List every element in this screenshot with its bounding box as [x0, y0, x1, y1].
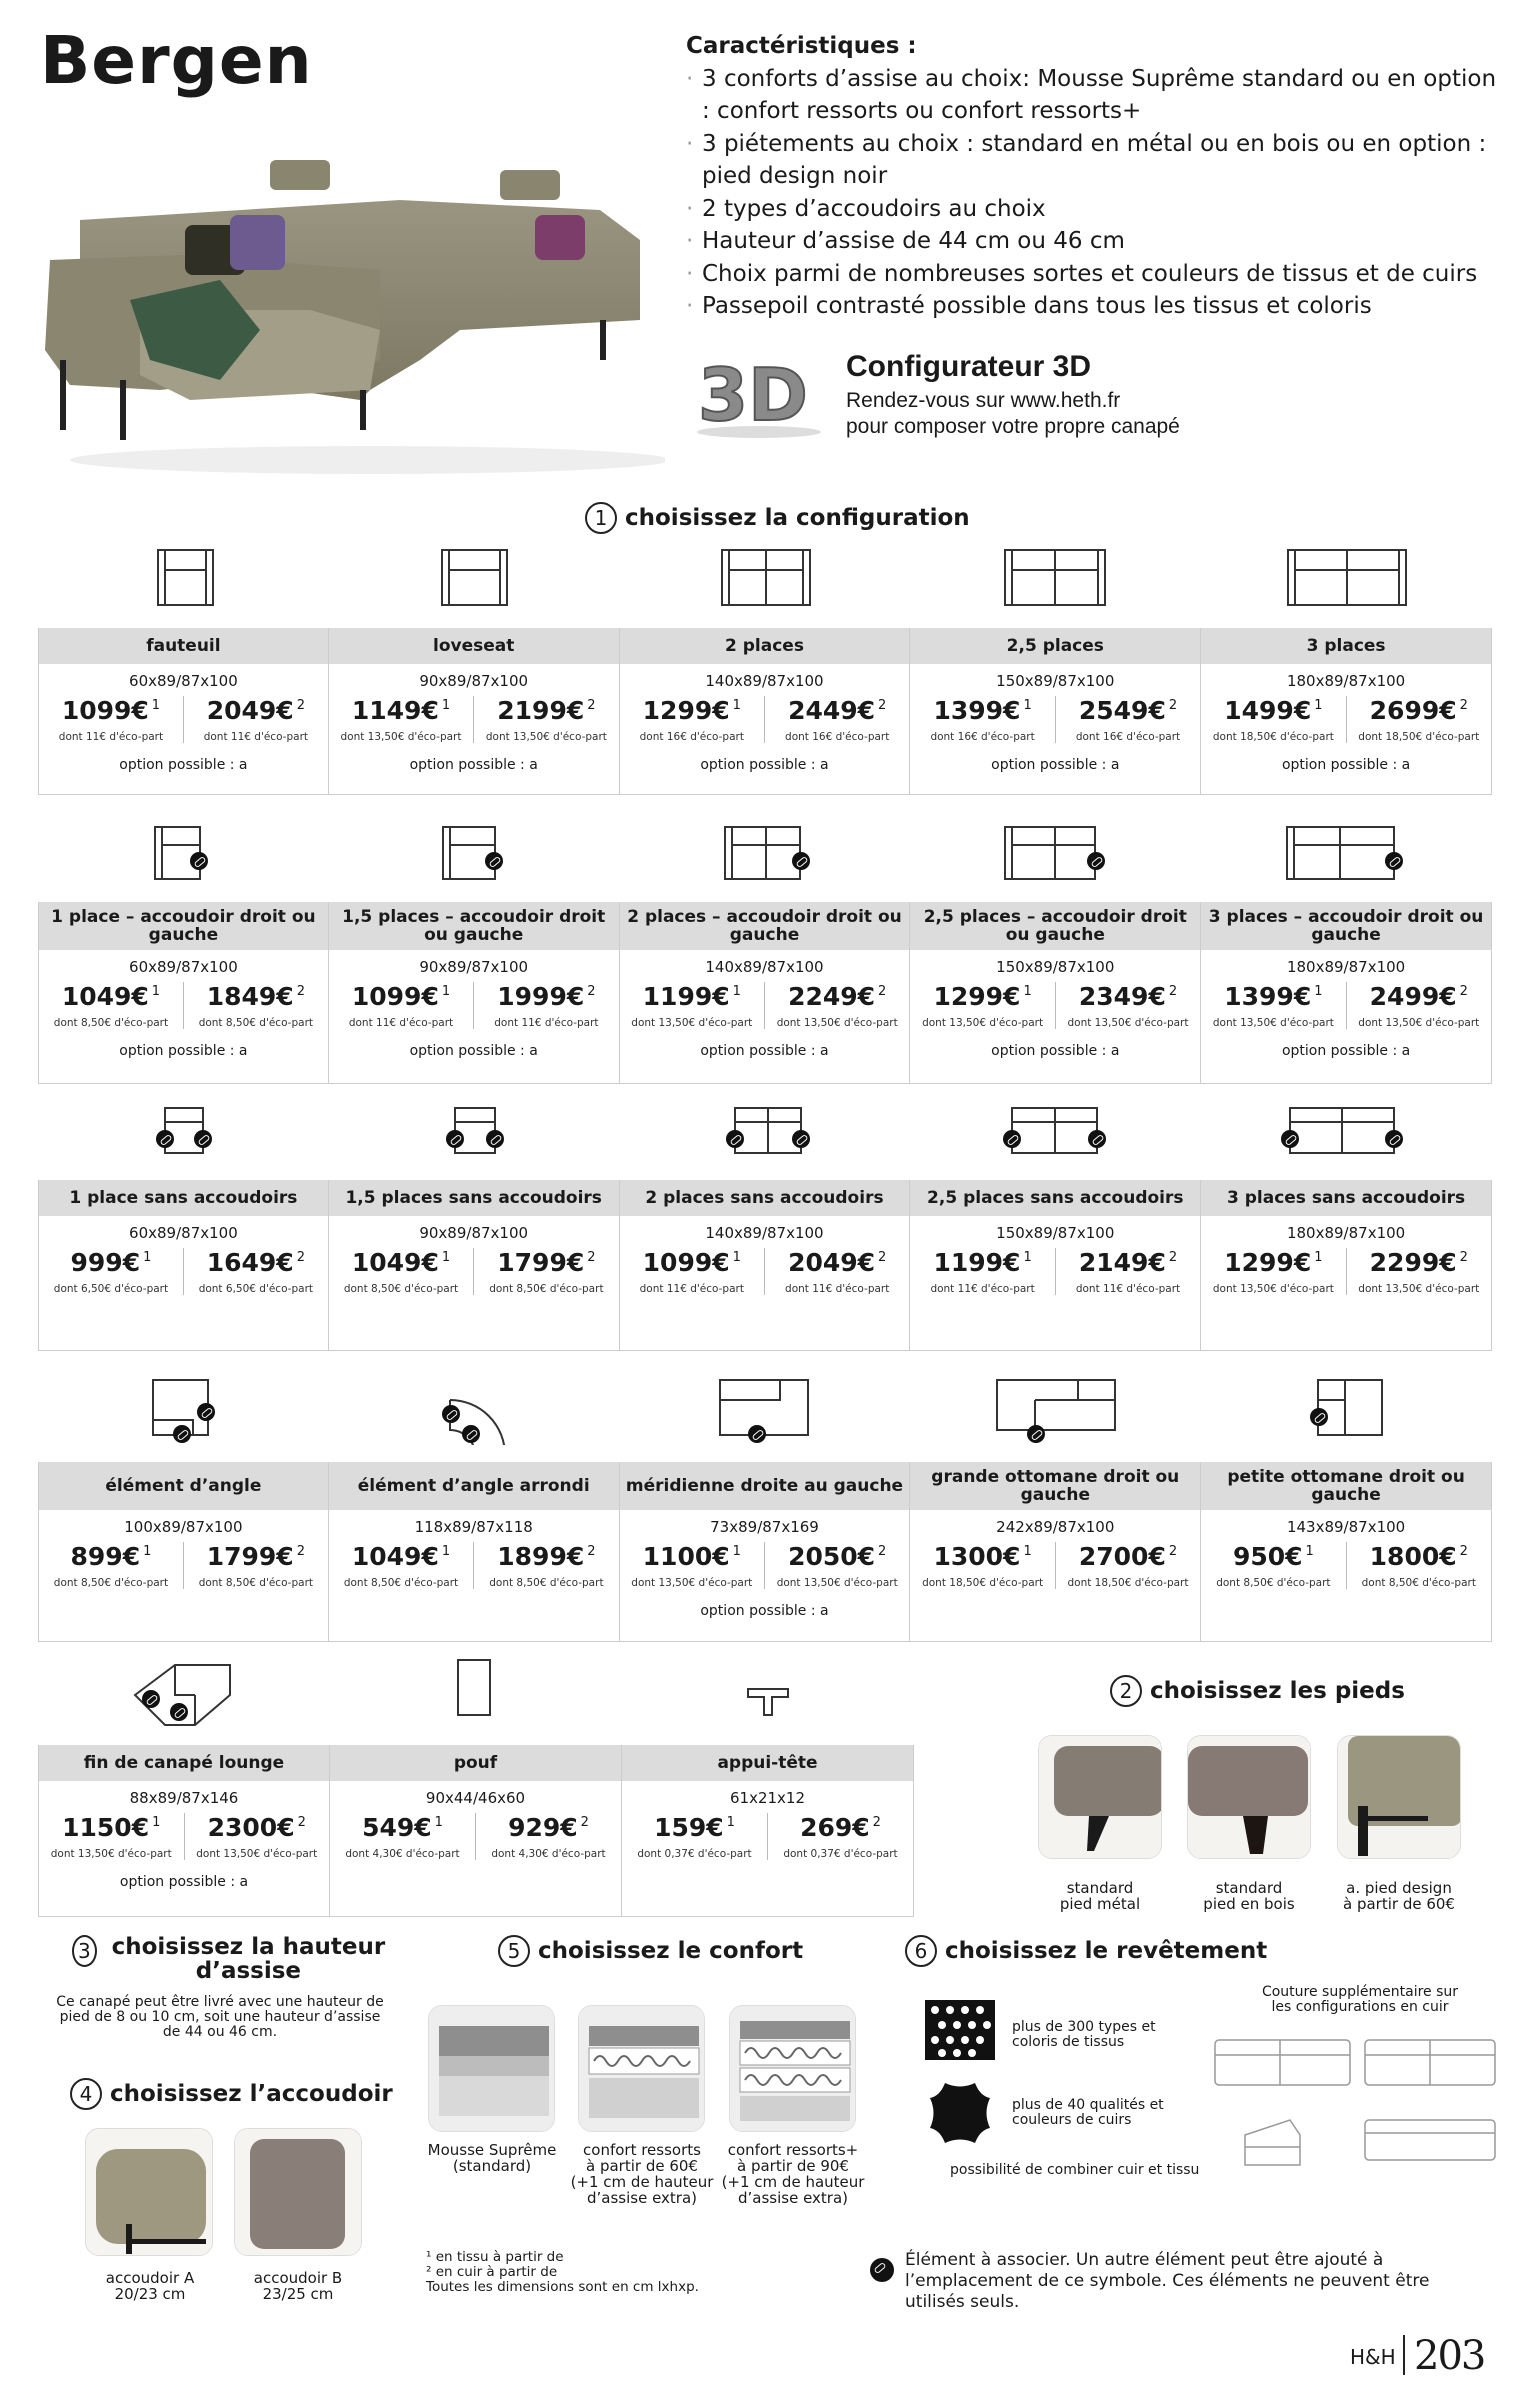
comfort-foam-caption: Mousse Suprême (standard) — [427, 2141, 557, 2175]
product-cell — [620, 902, 911, 1084]
product-name: élément d’angle arrondi — [329, 1462, 619, 1510]
step-4-heading — [70, 2078, 393, 2110]
eco-part-fabric: dont 16€ d'éco-part — [930, 731, 1035, 743]
product-cell — [910, 628, 1201, 795]
eco-part-leather: dont 16€ d'éco-part — [1075, 731, 1181, 743]
price-leather: 2499€ $^2$ — [1369, 982, 1468, 1011]
step-3-heading — [72, 1935, 392, 1983]
product-dimensions: 90x89/87x100 — [419, 958, 529, 976]
configurator-title: Configurateur 3D — [846, 350, 1092, 383]
product-name: fauteuil — [39, 628, 328, 664]
link-icon — [1385, 1130, 1403, 1148]
link-icon — [1310, 1408, 1328, 1426]
row3-icons — [0, 1103, 1525, 1155]
product-cell — [1201, 628, 1492, 795]
eco-part-leather: dont 8,50€ d'éco-part — [489, 1283, 604, 1295]
product-dimensions: 180x89/87x100 — [1286, 958, 1406, 976]
eco-part-fabric: dont 6,50€ d'éco-part — [53, 1283, 169, 1295]
product-cell — [38, 902, 329, 1084]
product-name: 1 place sans accoudoirs — [39, 1180, 328, 1216]
link-icon — [485, 852, 503, 870]
step-number: 4 — [70, 2078, 102, 2110]
price-row — [1201, 696, 1491, 743]
step-2-heading — [1110, 1675, 1405, 1707]
eco-part-leather: dont 6,50€ d'éco-part — [198, 1283, 314, 1295]
price-row — [1201, 1248, 1491, 1295]
product-name: 2,5 places — [910, 628, 1200, 664]
fauteuil-icon — [158, 550, 213, 605]
armrest-b-photo — [234, 2128, 362, 2256]
price-fabric: 950€ $^1$ — [1232, 1542, 1314, 1571]
eco-part-leather: dont 8,50€ d'éco-part — [1361, 1577, 1476, 1589]
price-row — [622, 1813, 913, 1860]
row2-table — [38, 902, 1492, 1084]
stitch-drawings — [1210, 2025, 1500, 2175]
price-row — [620, 696, 910, 743]
comfort-springs-caption: confort ressorts à partir de 60€ (+1 cm de hauteur d’assise extra) — [570, 2141, 714, 2207]
product-name: 2,5 places – accoudoir droit ou gauche — [910, 902, 1200, 950]
product-dimensions: 100x89/87x100 — [124, 1518, 243, 1536]
price-leather: 1799€ $^2$ — [497, 1248, 596, 1277]
price-row — [620, 1248, 910, 1295]
link-icon — [170, 1703, 188, 1721]
price-leather: 2349€ $^2$ — [1078, 982, 1178, 1011]
price-leather: 2149€ $^2$ — [1078, 1248, 1178, 1277]
product-dimensions: 118x89/87x118 — [414, 1518, 533, 1536]
eco-part-leather: dont 11€ d'éco-part — [203, 731, 309, 743]
product-dimensions: 60x89/87x100 — [129, 1224, 238, 1242]
eco-part-fabric: dont 13,50€ d'éco-part — [922, 1017, 1044, 1029]
product-name: 2,5 places sans accoudoirs — [910, 1180, 1200, 1216]
product-cell — [620, 628, 911, 795]
product-cell — [38, 1462, 329, 1642]
price-fabric: 1300€ $^1$ — [933, 1542, 1032, 1571]
product-dimensions: 143x89/87x100 — [1286, 1518, 1406, 1536]
option-text: option possible : a — [700, 1603, 829, 1619]
price-fabric: 1150€ $^1$ — [62, 1813, 161, 1842]
price-leather: 2699€ $^2$ — [1369, 696, 1468, 725]
step-number: 5 — [498, 1935, 530, 1967]
price-fabric: 1099€ $^1$ — [61, 696, 161, 725]
row3-table — [38, 1180, 1492, 1351]
feature-item: · 3 conforts d’assise au choix: Mousse Suprême standard ou en option : confort ressorts ou confort ressorts+ — [686, 63, 1506, 128]
eco-part-fabric: dont 11€ d'éco-part — [930, 1283, 1035, 1295]
price-fabric: 1199€ $^1$ — [933, 1248, 1032, 1277]
eco-part-leather: dont 0,37€ d'éco-part — [783, 1848, 898, 1860]
product-cell — [910, 1180, 1201, 1351]
link-icon — [486, 1130, 504, 1148]
price-row — [620, 982, 910, 1029]
armrest-a-photo — [85, 2128, 213, 2256]
product-name: 1,5 places – accoudoir droit ou gauche — [329, 902, 619, 950]
eco-part-leather: dont 13,50€ d'éco-part — [776, 1577, 898, 1589]
armrest-a-caption: accoudoir A 20/23 cm — [105, 2269, 195, 2303]
link-icon — [1385, 852, 1403, 870]
price-row — [39, 1542, 328, 1589]
eco-part-fabric: dont 4,30€ d'éco-part — [345, 1848, 460, 1860]
row5-icons — [0, 1655, 920, 1730]
price-fabric: 1049€ $^1$ — [351, 1542, 451, 1571]
price-fabric: 1499€ $^1$ — [1224, 696, 1323, 725]
link-icon — [792, 1130, 810, 1148]
price-row — [329, 696, 619, 743]
feature-item: · Passepoil contrasté possible dans tous les tissus et coloris — [686, 290, 1506, 323]
2-5-places-icon — [1005, 550, 1105, 605]
price-row — [1201, 982, 1491, 1029]
eco-part-fabric: dont 8,50€ d'éco-part — [343, 1283, 459, 1295]
eco-part-fabric: dont 13,50€ d'éco-part — [1212, 1283, 1334, 1295]
eco-part-leather: dont 11€ d'éco-part — [1075, 1283, 1181, 1295]
price-leather: 2049€ $^2$ — [788, 1248, 887, 1277]
option-text: option possible : a — [409, 1043, 538, 1059]
eco-part-fabric: dont 13,50€ d'éco-part — [631, 1017, 753, 1029]
row2-icons — [0, 822, 1525, 884]
link-icon — [197, 1403, 215, 1421]
leg-design-photo — [1337, 1735, 1461, 1859]
fabric-text: plus de 300 types et coloris de tissus — [1012, 2019, 1156, 2050]
price-fabric: 899€ $^1$ — [70, 1542, 152, 1571]
price-leather: 1799€ $^2$ — [206, 1542, 305, 1571]
price-row — [330, 1813, 621, 1860]
row1-table — [38, 628, 1492, 795]
product-name: loveseat — [329, 628, 619, 664]
eco-part-leather: dont 8,50€ d'éco-part — [489, 1577, 604, 1589]
product-name: 2 places – accoudoir droit ou gauche — [620, 902, 910, 950]
product-dimensions: 90x89/87x100 — [419, 1224, 529, 1242]
eco-part-fabric: dont 8,50€ d'éco-part — [53, 1577, 169, 1589]
price-fabric: 1299€ $^1$ — [1224, 1248, 1323, 1277]
step-label: choisissez les pieds — [1150, 1678, 1405, 1704]
product-cell — [38, 628, 329, 795]
eco-part-leather: dont 18,50€ d'éco-part — [1067, 1577, 1189, 1589]
feature-item: · 2 types d’accoudoirs au choix — [686, 193, 1506, 226]
product-cell — [622, 1745, 914, 1917]
product-name: 1,5 places sans accoudoirs — [329, 1180, 619, 1216]
price-row — [39, 982, 328, 1029]
product-dimensions: 150x89/87x100 — [996, 958, 1115, 976]
price-leather: 269€ $^2$ — [800, 1813, 881, 1842]
product-name: 2 places sans accoudoirs — [620, 1180, 910, 1216]
product-name: 1 place – accoudoir droit ou gauche — [39, 902, 328, 950]
product-dimensions: 73x89/87x169 — [710, 1518, 819, 1536]
stitch-title: Couture supplémentaire sur les configurations en cuir — [1261, 1984, 1459, 2015]
step-number: 1 — [585, 502, 617, 534]
price-leather: 2549€ $^2$ — [1078, 696, 1178, 725]
height-description: Ce canapé peut être livré avec une hauteur de pied de 8 ou 10 cm, soit une hauteur d’assise de 44 ou 46 cm. — [56, 1994, 384, 2040]
loveseat-icon — [442, 550, 507, 605]
price-row — [329, 1542, 619, 1589]
price-fabric: 1299€ $^1$ — [933, 982, 1032, 1011]
price-fabric: 1399€ $^1$ — [933, 696, 1032, 725]
eco-part-fabric: dont 13,50€ d'éco-part — [340, 731, 462, 743]
price-row — [39, 696, 328, 743]
product-cell — [1201, 1180, 1492, 1351]
feature-item: · Hauteur d’assise de 44 cm ou 46 cm — [686, 225, 1506, 258]
price-row — [1201, 1542, 1491, 1589]
price-fabric: 1049€ $^1$ — [61, 982, 161, 1011]
eco-part-leather: dont 13,50€ d'éco-part — [1067, 1017, 1189, 1029]
step-label: choisissez le revêtement — [945, 1938, 1268, 1964]
price-leather: 929€ $^2$ — [508, 1813, 589, 1842]
eco-part-fabric: dont 8,50€ d'éco-part — [343, 1577, 459, 1589]
price-fabric: 1399€ $^1$ — [1224, 982, 1323, 1011]
option-text: option possible : a — [700, 757, 829, 773]
price-fabric: 159€ $^1$ — [654, 1813, 735, 1842]
option-text: option possible : a — [119, 1043, 248, 1059]
product-name: grande ottomane droit ou gauche — [910, 1462, 1200, 1510]
product-name: fin de canapé lounge — [39, 1745, 329, 1781]
eco-part-fabric: dont 13,50€ d'éco-part — [631, 1577, 753, 1589]
link-icon — [1087, 852, 1105, 870]
product-dimensions: 90x44/46x60 — [425, 1789, 526, 1807]
price-leather: 2049€ $^2$ — [206, 696, 305, 725]
product-cell — [38, 1745, 330, 1917]
configurator-line1[interactable]: Rendez-vous sur www.heth.fr — [846, 389, 1121, 412]
eco-part-fabric: dont 8,50€ d'éco-part — [53, 1017, 169, 1029]
product-dimensions: 242x89/87x100 — [996, 1518, 1115, 1536]
price-row — [329, 982, 619, 1029]
product-name: petite ottomane droit ou gauche — [1201, 1462, 1491, 1510]
product-dimensions: 88x89/87x146 — [129, 1789, 239, 1807]
leather-text: plus de 40 qualités et couleurs de cuirs — [1012, 2097, 1164, 2128]
3d-logo-icon — [694, 350, 824, 440]
product-dimensions: 140x89/87x100 — [705, 958, 824, 976]
link-icon — [194, 1130, 212, 1148]
product-dimensions: 180x89/87x100 — [1286, 1224, 1406, 1242]
eco-part-leather: dont 13,50€ d'éco-part — [1358, 1017, 1480, 1029]
product-cell — [910, 1462, 1201, 1642]
product-dimensions: 140x89/87x100 — [705, 1224, 824, 1242]
eco-part-leather: dont 8,50€ d'éco-part — [198, 1017, 314, 1029]
feature-item: · Choix parmi de nombreuses sortes et couleurs de tissus et de cuirs — [686, 258, 1506, 291]
product-dimensions: 61x21x12 — [729, 1789, 805, 1807]
leg-design-caption: a. pied design à partir de 60€ — [1343, 1879, 1455, 1913]
product-dimensions: 60x89/87x100 — [129, 958, 238, 976]
price-row — [329, 1248, 619, 1295]
eco-part-leather: dont 13,50€ d'éco-part — [196, 1848, 318, 1860]
eco-part-fabric: dont 13,50€ d'éco-part — [1212, 1017, 1334, 1029]
link-icon — [173, 1425, 191, 1443]
configurator-block[interactable] — [694, 350, 1254, 450]
leg-metal-caption: standard pied métal — [1059, 1879, 1141, 1913]
step-6-heading — [905, 1935, 1267, 1967]
comfort-foam-photo — [428, 2005, 555, 2132]
divider — [1403, 2335, 1405, 2375]
link-icon — [792, 852, 810, 870]
link-icon — [748, 1425, 766, 1443]
step-label: choisissez le confort — [538, 1938, 804, 1964]
price-fabric: 1049€ $^1$ — [351, 1248, 451, 1277]
2-places-icon — [722, 550, 810, 605]
step-label: choisissez l’accoudoir — [110, 2081, 393, 2107]
price-leather: 2449€ $^2$ — [788, 696, 887, 725]
eco-part-fabric: dont 8,50€ d'éco-part — [1216, 1577, 1331, 1589]
leg-metal-photo — [1038, 1735, 1162, 1859]
price-leather: 2299€ $^2$ — [1369, 1248, 1468, 1277]
option-text: option possible : a — [991, 757, 1120, 773]
comfort-springs-plus-photo — [729, 2005, 856, 2132]
comfort-springs-photo — [578, 2005, 705, 2132]
price-fabric: 1099€ $^1$ — [642, 1248, 741, 1277]
product-name: 3 places sans accoudoirs — [1201, 1180, 1491, 1216]
price-row — [910, 1542, 1200, 1589]
link-icon — [1003, 1130, 1021, 1148]
page-title: Bergen — [40, 22, 313, 99]
price-row — [910, 982, 1200, 1029]
product-cell — [330, 1745, 622, 1917]
row1-icons — [0, 545, 1525, 615]
step-number: 2 — [1110, 1675, 1142, 1707]
product-dimensions: 60x89/87x100 — [129, 672, 238, 690]
product-name: 2 places — [620, 628, 910, 664]
eco-part-leather: dont 8,50€ d'éco-part — [198, 1577, 314, 1589]
features-heading: Caractéristiques : — [686, 33, 917, 59]
price-leather: 2199€ $^2$ — [497, 696, 596, 725]
comfort-springs-plus-caption: confort ressorts+ à partir de 90€ (+1 cm de hauteur d’assise extra) — [721, 2141, 865, 2207]
price-fabric: 1099€ $^1$ — [351, 982, 451, 1011]
leg-wood-photo — [1187, 1735, 1311, 1859]
price-fabric: 1199€ $^1$ — [642, 982, 741, 1011]
product-dimensions: 140x89/87x100 — [705, 672, 824, 690]
product-cell — [1201, 902, 1492, 1084]
eco-part-fabric: dont 11€ d'éco-part — [58, 731, 164, 743]
price-fabric: 1149€ $^1$ — [351, 696, 451, 725]
eco-part-leather: dont 16€ d'éco-part — [785, 731, 890, 743]
footnotes: ¹ en tissu à partir de ² en cuir à partir de Toutes les dimensions sont en cm lxhxp. — [426, 2249, 699, 2295]
fabric-swatch-icon — [920, 1995, 1000, 2065]
step-number: 3 — [72, 1935, 97, 1967]
product-dimensions: 90x89/87x100 — [419, 672, 529, 690]
link-icon — [446, 1130, 464, 1148]
price-leather: 2700€ $^2$ — [1078, 1542, 1178, 1571]
product-name: appui-tête — [622, 1745, 913, 1781]
product-dimensions: 150x89/87x100 — [996, 672, 1115, 690]
link-icon — [1088, 1130, 1106, 1148]
eco-part-leather: dont 11€ d'éco-part — [785, 1283, 890, 1295]
eco-part-leather: dont 18,50€ d'éco-part — [1358, 731, 1480, 743]
eco-part-fabric: dont 18,50€ d'éco-part — [1212, 731, 1334, 743]
price-row — [910, 696, 1200, 743]
price-fabric: 549€ $^1$ — [362, 1813, 443, 1842]
price-leather: 1649€ $^2$ — [206, 1248, 305, 1277]
link-icon — [1027, 1425, 1045, 1443]
link-icon — [462, 1425, 480, 1443]
price-fabric: 1100€ $^1$ — [642, 1542, 741, 1571]
eco-part-leather: dont 13,50€ d'éco-part — [485, 731, 607, 743]
leg-wood-caption: standard pied en bois — [1203, 1879, 1295, 1913]
eco-part-leather: dont 11€ d'éco-part — [494, 1017, 599, 1029]
product-cell — [329, 902, 620, 1084]
product-dimensions: 150x89/87x100 — [996, 1224, 1115, 1242]
configurator-line2: pour composer votre propre canapé — [846, 415, 1180, 438]
option-text: option possible : a — [119, 1874, 249, 1890]
product-cell — [329, 1462, 620, 1642]
link-icon — [190, 852, 208, 870]
option-text: option possible : a — [119, 757, 248, 773]
step-number: 6 — [905, 1935, 937, 1967]
price-row — [39, 1813, 329, 1860]
price-leather: 2300€ $^2$ — [207, 1813, 306, 1842]
step-5-heading — [498, 1935, 803, 1967]
product-name: élément d’angle — [39, 1462, 328, 1510]
features-block — [686, 30, 1506, 323]
link-icon — [156, 1130, 174, 1148]
link-icon — [142, 1690, 160, 1708]
price-leather: 2249€ $^2$ — [788, 982, 887, 1011]
page-number: 203 — [1414, 2333, 1485, 2379]
leather-hide-icon — [925, 2078, 995, 2148]
eco-part-fabric: dont 18,50€ d'éco-part — [922, 1577, 1044, 1589]
eco-part-fabric: dont 13,50€ d'éco-part — [50, 1848, 172, 1860]
associate-note: Élément à associer. Un autre élément peut être ajouté à l’emplacement de ce symbole. Ces éléments ne peuvent être utilisés seuls. — [905, 2250, 1430, 2312]
3-places-icon — [1288, 550, 1406, 605]
product-cell — [910, 902, 1201, 1084]
price-leather: 1800€ $^2$ — [1369, 1542, 1468, 1571]
configurator-text — [846, 388, 1180, 440]
feature-item: · 3 piétements au choix : standard en métal ou en bois ou en option : pied design noir — [686, 128, 1506, 193]
link-icon — [1281, 1130, 1299, 1148]
price-leather: 1899€ $^2$ — [497, 1542, 596, 1571]
price-row — [910, 1248, 1200, 1295]
3d-logo-text: 3D — [698, 353, 808, 437]
combine-text: possibilité de combiner cuir et tissu — [950, 2162, 1200, 2178]
product-name: 3 places – accoudoir droit ou gauche — [1201, 902, 1491, 950]
eco-part-fabric: dont 11€ d'éco-part — [348, 1017, 454, 1029]
product-name: 3 places — [1201, 628, 1491, 664]
price-row — [39, 1248, 328, 1295]
product-cell — [1201, 1462, 1492, 1642]
product-cell — [329, 1180, 620, 1351]
price-fabric: 1299€ $^1$ — [642, 696, 741, 725]
option-text: option possible : a — [991, 1043, 1120, 1059]
product-cell — [620, 1462, 911, 1642]
step-label: choisissez la hauteur d’assise — [111, 1934, 386, 1984]
eco-part-leather: dont 13,50€ d'éco-part — [1358, 1283, 1480, 1295]
row4-table — [38, 1462, 1492, 1642]
price-fabric: 999€ $^1$ — [70, 1248, 152, 1277]
eco-part-leather: dont 13,50€ d'éco-part — [776, 1017, 898, 1029]
link-icon — [442, 1405, 460, 1423]
brand-logo: H&H — [1350, 2345, 1396, 2369]
step-label: choisissez la configuration — [625, 505, 970, 531]
eco-part-leather: dont 4,30€ d'éco-part — [491, 1848, 606, 1860]
link-icon — [726, 1130, 744, 1148]
product-cell — [329, 628, 620, 795]
eco-part-fabric: dont 0,37€ d'éco-part — [637, 1848, 752, 1860]
sofa-photo — [40, 160, 665, 480]
price-leather: 1999€ $^2$ — [497, 982, 596, 1011]
price-row — [620, 1542, 910, 1589]
row5-table — [38, 1745, 914, 1917]
eco-part-fabric: dont 16€ d'éco-part — [639, 731, 744, 743]
link-icon — [870, 2258, 894, 2282]
option-text: option possible : a — [409, 757, 538, 773]
price-leather: 1849€ $^2$ — [206, 982, 305, 1011]
product-cell — [38, 1180, 329, 1351]
option-text: option possible : a — [700, 1043, 829, 1059]
option-text: option possible : a — [1281, 1043, 1411, 1059]
eco-part-fabric: dont 11€ d'éco-part — [639, 1283, 744, 1295]
product-name: pouf — [330, 1745, 621, 1781]
product-name: méridienne droite au gauche — [620, 1462, 910, 1510]
product-cell — [620, 1180, 911, 1351]
price-leather: 2050€ $^2$ — [788, 1542, 887, 1571]
product-dimensions: 180x89/87x100 — [1286, 672, 1406, 690]
option-text: option possible : a — [1281, 757, 1411, 773]
armrest-b-caption: accoudoir B 23/25 cm — [253, 2269, 343, 2303]
step-1-heading — [585, 502, 970, 534]
